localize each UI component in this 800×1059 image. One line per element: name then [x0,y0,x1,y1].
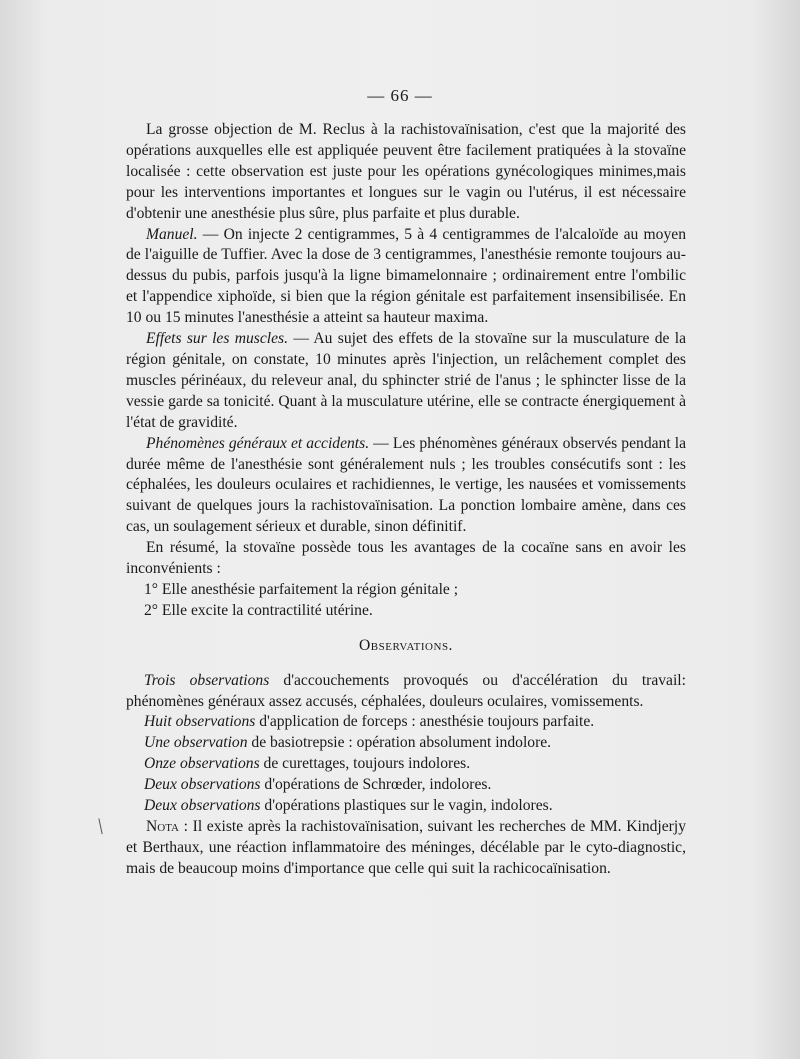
paragraph-lead: Manuel. [146,225,198,243]
observation-item: Huit observations d'application de forceps : anesthésie toujours parfaite. [144,713,595,731]
paragraph-manuel: Manuel. — On injecte 2 centigrammes, 5 à 4 centigrammes de l'alcaloïde au moyen de l'aiguille de Tuffier. Avec la dose de 3 centigrammes, l'anesthésie remonte toujours au-dessus du pubis, parfois jusqu'à la ligne bimamelonnaire ; ordinairement entre l'ombilic et l'appendice xiphoïde, si bien que la région génitale est parfaitement insensibilisée. En 10 ou 15 minutes l'anesthésie a atteint sa hauteur maxima. [126,225,686,327]
margin-pencil-mark [98,818,105,834]
paragraph-lead: Effets sur les muscles. [146,330,289,348]
nota-paragraph: Nota : Il existe après la rachistovaïnisation, suivant les recherches de MM. Kindjerjy et Berthaux, une réaction inflammatoire des méninges, décélable par le cyto-diagnostic, mais de beaucoup moins d'importance que celle qui suit la rachicocaïnisation. [126,818,686,877]
paragraph-phenomenes: Phénomènes généraux et accidents. — Les phénomènes généraux observés pendant la durée même de l'anesthésie sont généralement nuls ; les troubles consécutifs sont : les céphalées, les douleurs oculaires et rachidiennes, le vertige, les nausées et vomissements suivant de quelques jours la rachistovaïnisation. La ponction lombaire amène, dans ces cas, un soulagement sérieux et durable, sinon définitif. [126,434,686,536]
observation-item: Trois observations d'accouchements provoqués ou d'accélération du travail: phénomènes généraux assez accusés, céphalées, douleurs oculaires, vomissements. [126,671,686,710]
paragraph-effets: Effets sur les muscles. — Au sujet des effets de la stovaïne sur la musculature de la région génitale, on constate, 10 minutes après l'injection, un relâchement complet des muscles périnéaux, du releveur anal, du sphincter strié de l'anus ; le sphincter lisse de la vessie garde sa tonicité. Quant à la musculature utérine, elle se contracte énergiquement à l'état de gravidité. [126,330,687,431]
paragraph-objection: La grosse objection de M. Reclus à la rachistovaïnisation, c'est que la majorité des opérations auxquelles elle est appliquée peuvent être facilement pratiquées à la stovaïne localisée : cette observation est juste pour les opérations gynécologiques minimes,mais pour les interventions importantes et longues sur le vagin ou l'utérus, il est nécessaire d'obtenir une anesthésie plus sûre, plus parfaite et plus durable. [126,121,686,222]
list-item: 1° Elle anesthésie parfaitement la région génitale ; [144,580,459,598]
observation-item: Deux observations d'opérations de Schrœder, indolores. [144,776,492,794]
page-body [126,120,686,880]
observation-item: Deux observations d'opérations plastiques sur le vagin, indolores. [144,797,553,815]
observation-item: Une observation de basiotrepsie : opération absolument indolore. [144,734,552,752]
nota-label: Nota [146,818,179,835]
section-title: Observations. [359,636,453,654]
list-item: 2° Elle excite la contractilité utérine. [144,601,373,619]
paragraph-resume: En résumé, la stovaïne possède tous les avantages de la cocaïne sans en avoir les inconvénients : [126,539,686,578]
observation-item: Onze observations de curettages, toujours indolores. [144,755,471,773]
page-number: — 66 — [367,86,433,105]
paragraph-lead: Phénomènes généraux et accidents. [146,434,370,452]
